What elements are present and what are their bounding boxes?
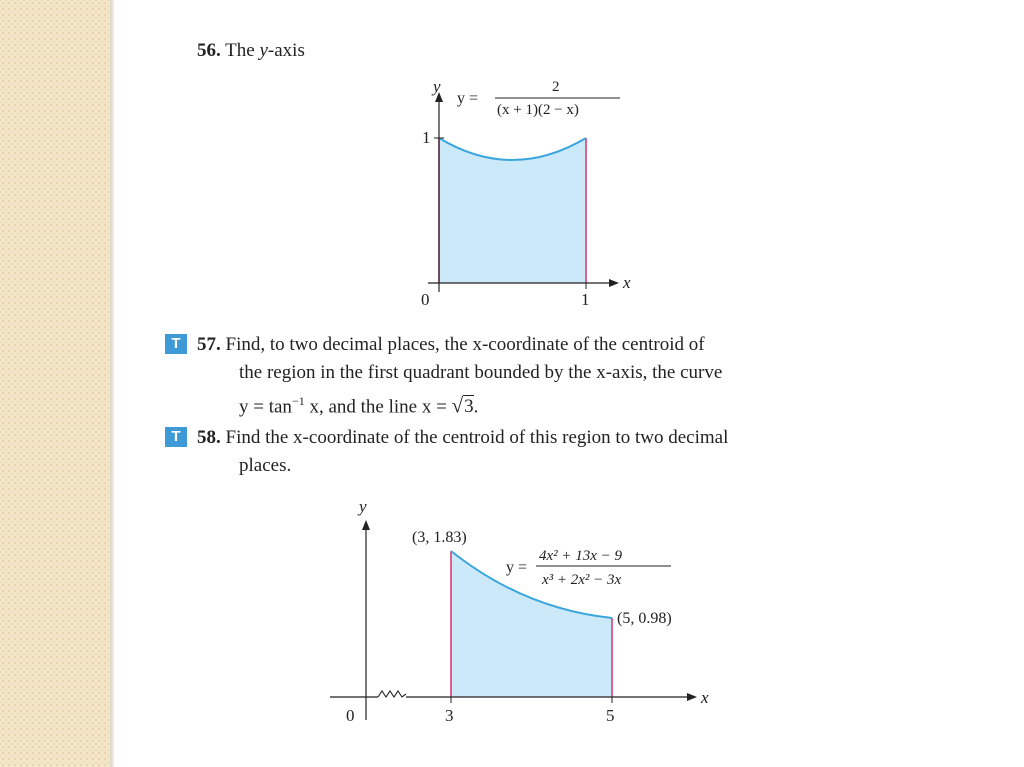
- fig58-x-axis-label: x: [701, 688, 709, 707]
- problem-57-line3-mid: x, and the line x =: [304, 396, 452, 418]
- fig58-eq-denominator: x³ + 2x² − 3x: [542, 572, 622, 588]
- tech-badge-58: T: [165, 427, 187, 447]
- problem-56-var: y: [259, 40, 268, 61]
- fig58-eq-lhs: y =: [506, 559, 528, 576]
- problem-58-number: 58.: [197, 427, 221, 448]
- problem-57-text-1: Find, to two decimal places, the x-coordinate of the centroid of: [225, 334, 705, 355]
- problem-57-line3-sup: −1: [291, 394, 305, 408]
- fig56-x-tick-label: 1: [581, 290, 590, 309]
- problem-56-text-post: -axis: [267, 40, 305, 61]
- problem-57-number: 57.: [197, 334, 221, 355]
- fig56-x-axis-label: x: [623, 273, 631, 292]
- problem-57-line-2: the region in the first quadrant bounded by the x-axis, the curve: [239, 362, 723, 383]
- problem-57-radical-arg: 3: [464, 396, 474, 418]
- fig58-origin-label: 0: [346, 706, 355, 725]
- fig58-y-arrow: [362, 520, 370, 530]
- fig56-y-tick-label: 1: [422, 128, 431, 147]
- fig58-eq-numerator: 4x² + 13x − 9: [539, 548, 623, 564]
- fig56-eq-denominator: (x + 1)(2 − x): [497, 102, 579, 118]
- fig58-x-arrow: [687, 693, 697, 701]
- problem-56-number: 56.: [197, 40, 221, 61]
- problem-56-text-pre: The: [225, 40, 260, 61]
- problem-57-radical: √: [451, 393, 464, 418]
- fig58-point-right-label: (5, 0.98): [617, 610, 672, 627]
- fig58-x-tick-label-b: 5: [606, 706, 615, 725]
- tech-badge-57: T: [165, 334, 187, 354]
- fig56-y-axis-label: y: [433, 77, 441, 96]
- problem-58-text-1: Find the x-coordinate of the centroid of this region to two decimal: [225, 427, 729, 448]
- fig58-axis-break: [378, 691, 406, 697]
- fig56-eq-lhs: y =: [457, 90, 479, 107]
- problem-57-line3-pre: y = tan: [239, 396, 292, 418]
- fig58-point-left-label: (3, 1.83): [412, 529, 467, 546]
- fig56-eq-numerator: 2: [552, 79, 560, 95]
- fig58-y-axis-label: y: [359, 497, 367, 516]
- fig58-x-tick-label-a: 3: [445, 706, 454, 725]
- fig56-origin-label: 0: [421, 290, 430, 309]
- problem-58-line-2: places.: [239, 455, 292, 476]
- problem-57-line3-end: .: [473, 396, 479, 418]
